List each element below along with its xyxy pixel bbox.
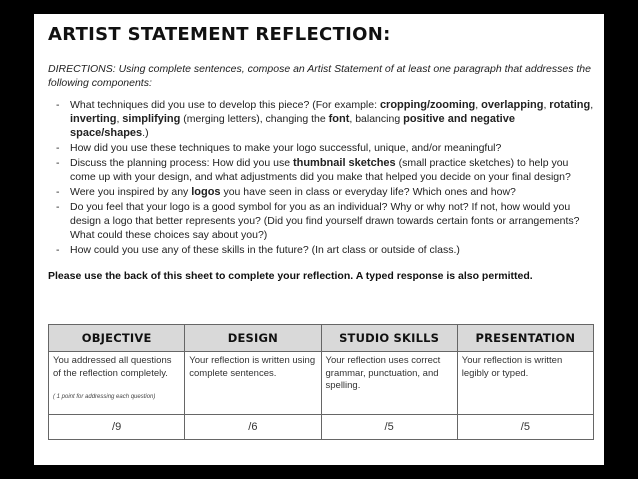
studio-skills-description: Your reflection uses correct grammar, punctuation, and spelling.	[321, 352, 457, 415]
design-description: Your reflection is written using complete sentences.	[185, 352, 321, 415]
header-studio-skills: STUDIO SKILLS	[321, 325, 457, 352]
presentation-description: Your reflection is written legibly or typed.	[457, 352, 593, 415]
rubric-table	[48, 324, 594, 440]
page-title: ARTIST STATEMENT REFLECTION:	[48, 24, 391, 45]
keyword: font	[328, 113, 350, 125]
studio-skills-score: /5	[321, 415, 457, 440]
list-item: - Do you feel that your logo is a good symbol for you as an individual? Why or why not? If not, how would you design a logo that better represents you? (Did you find yourself drawn towards certain fonts or arrangements? What could these choices say about you?)	[56, 201, 580, 241]
list-item: - What techniques did you use to develop this piece? (For example: cropping/zooming, overlapping, rotating, inverting, simplifying (merging letters), changing the font, balancing positive and negative space/shapes.)	[56, 99, 594, 139]
objective-description	[49, 352, 185, 415]
design-score: /6	[185, 415, 321, 440]
objective-score: /9	[49, 415, 185, 440]
keyword: inverting	[70, 113, 117, 125]
keyword: rotating	[549, 99, 591, 111]
keyword: positive and negative space/shapes	[70, 113, 515, 139]
list-item: - How did you use these techniques to make your logo successful, unique, and/or meaningful?	[56, 142, 502, 154]
header-presentation: PRESENTATION	[457, 325, 593, 352]
header-design: DESIGN	[185, 325, 321, 352]
presentation-score: /5	[457, 415, 593, 440]
table-header-row	[49, 325, 594, 352]
objective-text: You addressed all questions of the reflection completely.	[53, 355, 172, 379]
worksheet-page	[34, 14, 604, 465]
directions-text: DIRECTIONS: Using complete sentences, compose an Artist Statement of at least one paragraph that addresses the following components:	[48, 63, 591, 89]
keyword: thumbnail sketches	[292, 157, 396, 169]
list-item: - How could you use any of these skills in the future? (In art class or outside of class.)	[56, 244, 460, 256]
table-row	[49, 352, 594, 415]
keyword: cropping/zooming	[379, 99, 476, 111]
keyword: simplifying	[122, 113, 181, 125]
keyword: logos	[191, 186, 221, 198]
list-item: - Were you inspired by any logos you have seen in class or everyday life? Which ones and how?	[56, 186, 516, 198]
instructions-note: Please use the back of this sheet to complete your reflection. A typed response is also permitted.	[48, 270, 533, 282]
table-row	[49, 415, 594, 440]
components-list	[48, 98, 594, 258]
objective-footnote: ( 1 point for addressing each question)	[53, 394, 156, 400]
keyword: overlapping	[481, 99, 544, 111]
header-objective: OBJECTIVE	[49, 325, 185, 352]
list-item: - Discuss the planning process: How did you use thumbnail sketches (small practice sketches) to help you come up with your design, and what adjustments did you make that helped you decide on your final design?	[56, 157, 571, 183]
